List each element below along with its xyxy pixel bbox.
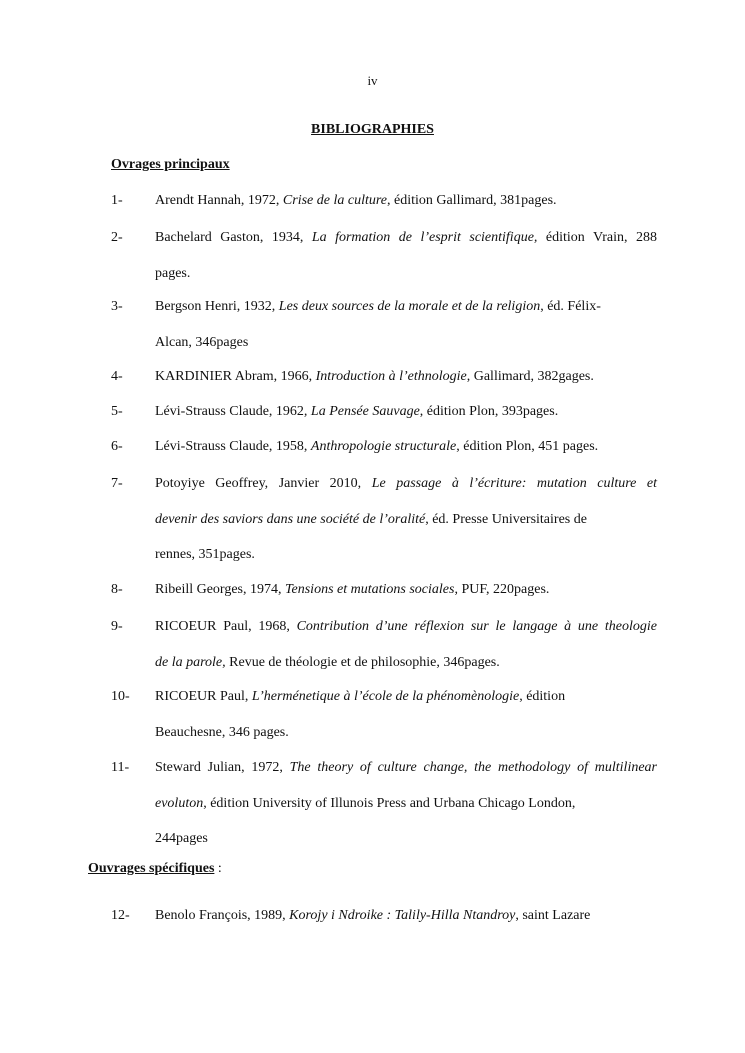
- entry-text: , édition Plon, 451 pages.: [456, 439, 599, 454]
- entry-text: KARDINIER Abram, 1966,: [155, 369, 316, 384]
- entry-text: Alcan, 346pages: [155, 334, 249, 350]
- entry-text: RICOEUR Paul,: [155, 689, 252, 704]
- entry-number: 7-: [111, 476, 123, 491]
- entry-text: , édition: [519, 689, 566, 704]
- entry-text: Bergson Henri, 1932,: [155, 299, 279, 314]
- entry-text: Benolo François, 1989,: [155, 908, 290, 923]
- entry-title-text: The theory of culture change, the methodology of multilinear: [289, 760, 657, 775]
- page-number: iv: [367, 73, 378, 88]
- entry-number: 6-: [111, 439, 123, 454]
- entry-line: [155, 404, 657, 420]
- entry-text: Steward Julian, 1972,: [155, 760, 290, 775]
- entry-line: [155, 655, 657, 671]
- entry-text: Beauchesne, 346 pages.: [155, 724, 289, 740]
- entry-number: 12-: [111, 908, 130, 923]
- entry-text: , Gallimard, 382gages.: [466, 369, 594, 384]
- entry-title-text: devenir des saviors dans une société de l’oralité: [155, 511, 426, 527]
- entry-text: Potoyiye Geoffrey, Janvier 2010,: [155, 476, 372, 491]
- entry-text: Lévi-Strauss Claude, 1962: [155, 404, 304, 419]
- entry-number: 10-: [111, 689, 130, 704]
- entry-text: 244pages: [155, 831, 208, 846]
- entry-line: [155, 439, 657, 455]
- entry-number: 9-: [111, 619, 123, 634]
- entry-title-text: L’herménetique à l’école de la phénomènologie: [251, 689, 520, 704]
- entry-title-text: Crise de la culture: [282, 193, 387, 208]
- entry-text: , éd. Félix-: [540, 299, 601, 314]
- entry-text: Ribeill Georges, 1974,: [155, 582, 286, 597]
- entry-line: [155, 908, 657, 924]
- entry-number: 8-: [111, 582, 123, 597]
- entry-title-text: , La Pensée Sauvage: [303, 404, 420, 419]
- entry-text: , PUF, 220pages.: [454, 582, 550, 597]
- entry-text: pages.: [155, 265, 191, 281]
- entry-number: 3-: [111, 299, 123, 314]
- entry-text: , édition Plon, 393pages.: [419, 404, 559, 419]
- entry-line: [155, 476, 657, 492]
- entry-title-text: Les deux sources de la morale et de la religion: [278, 299, 541, 314]
- entry-number: 1-: [111, 193, 123, 208]
- entry-number: 5-: [111, 404, 123, 419]
- entry-line: [155, 230, 657, 246]
- section-heading-principal: [111, 157, 230, 173]
- entry-title-text: Introduction à l’ethnologie: [315, 369, 467, 384]
- entry-line: [155, 335, 657, 351]
- entry-line: [155, 369, 657, 385]
- entry-title-text: de la parole,: [155, 654, 226, 670]
- entry-line: [155, 760, 657, 776]
- entry-line: [155, 193, 657, 209]
- entry-text: Revue de théologie et de philosophie, 346pages.: [225, 654, 500, 670]
- entry-text: Bachelard Gaston, 1934,: [155, 230, 312, 245]
- entry-title-text: evoluton: [155, 795, 204, 811]
- entry-text: rennes, 351pages.: [155, 547, 255, 562]
- entry-number: 4-: [111, 369, 123, 384]
- entry-title-text: Contribution d’une réflexion sur le langage à une theologie: [296, 619, 657, 634]
- entry-line: [155, 512, 657, 528]
- entry-title-text: Korojy i Ndroike : Talily-Hilla Ntandroy: [289, 908, 516, 923]
- entry-number: 2-: [111, 230, 123, 245]
- section-heading-specific-text: Ouvrages spécifiques: [88, 861, 215, 876]
- section-heading-specific-suffix: :: [214, 861, 222, 876]
- entry-title-text: La formation de l’esprit scientifique,: [311, 230, 538, 245]
- page-title: BIBLIOGRAPHIES: [311, 122, 434, 137]
- entry-line: [155, 796, 657, 812]
- entry-line: [155, 582, 657, 598]
- entry-text: , saint Lazare: [515, 908, 591, 923]
- entry-text: , édition Gallimard, 381pages.: [387, 193, 557, 208]
- entry-title-text: Anthropologie structurale: [310, 439, 457, 454]
- entry-line: [155, 619, 657, 635]
- section-heading-specific: [88, 861, 222, 877]
- entry-title-text: Le passage à l’écriture: mutation culture et: [371, 476, 657, 491]
- entry-text: Arendt Hannah, 1972,: [155, 193, 283, 208]
- entry-line: [155, 689, 657, 705]
- entry-number: 11-: [111, 760, 130, 775]
- entry-text: , éd. Presse Universitaires de: [425, 511, 587, 527]
- entry-text: RICOEUR Paul, 1968,: [155, 619, 297, 634]
- entry-line: [155, 831, 657, 847]
- entry-text: Lévi-Strauss Claude, 1958,: [155, 439, 311, 454]
- section-heading-principal-text: Ovrages principaux: [111, 157, 230, 172]
- entry-line: [155, 547, 657, 563]
- entry-title-text: Tensions et mutations sociales: [285, 582, 455, 597]
- entry-text: , édition University of Illunois Press and Urbana Chicago London,: [203, 795, 576, 811]
- entry-text: édition Vrain, 288: [537, 230, 657, 245]
- entry-line: [155, 725, 657, 741]
- entry-line: [155, 299, 657, 315]
- entry-line: [155, 266, 657, 282]
